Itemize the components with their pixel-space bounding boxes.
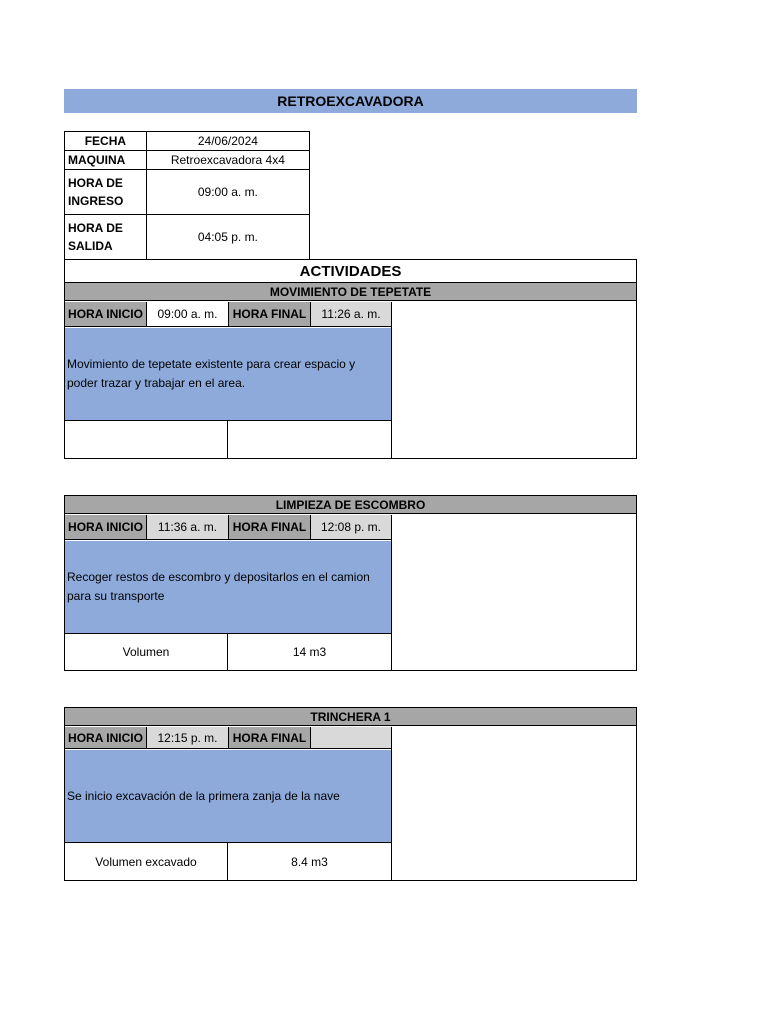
- activity-title: TRINCHERA 1: [65, 708, 636, 726]
- activity-description: Movimiento de tepetate existente para crear espacio y poder trazar y trabajar en el area.: [65, 328, 392, 421]
- footer-value: 8.4 m3: [291, 854, 328, 869]
- maquina-value: Retroexcavadora 4x4: [146, 151, 309, 170]
- activity-description: Recoger restos de escombro y depositarlos en el camion para su transporte: [65, 541, 392, 634]
- activity-footer: [65, 634, 392, 670]
- activity-block-3: [64, 707, 637, 881]
- hora-final-value: 11:26 a. m.: [311, 302, 392, 326]
- hora-final-value: 12:08 p. m.: [311, 515, 392, 539]
- column-divider: [391, 515, 392, 670]
- activity-block-2: [64, 495, 637, 671]
- hora-inicio-label: HORA INICIO: [65, 727, 147, 748]
- hora-inicio-label: HORA INICIO: [65, 302, 147, 326]
- hora-salida-label-line2: SALIDA: [68, 239, 113, 253]
- hora-ingreso-label-line1: HORA DE: [68, 176, 123, 190]
- hora-final-value: [311, 727, 392, 748]
- hora-salida-value: 04:05 p. m.: [146, 215, 309, 260]
- footer-label: Volumen: [65, 634, 228, 670]
- maquina-label: MAQUINA: [65, 151, 147, 170]
- hora-inicio-label: HORA INICIO: [65, 515, 147, 539]
- hora-salida-label: [65, 215, 147, 260]
- footer-value: 14 m3: [292, 645, 327, 659]
- activity-time-row: [65, 515, 392, 540]
- fecha-label: FECHA: [65, 132, 147, 151]
- machine-info-table: [64, 131, 310, 260]
- hora-final-label: HORA FINAL: [229, 515, 311, 539]
- footer-label: [65, 421, 228, 458]
- activity-block-1: [64, 259, 637, 459]
- hora-inicio-value: 11:36 a. m.: [147, 515, 229, 539]
- column-divider: [391, 727, 392, 880]
- footer-label: Volumen excavado: [65, 843, 228, 880]
- activity-footer: [65, 843, 392, 880]
- activity-time-row: [65, 727, 392, 749]
- activity-title: LIMPIEZA DE ESCOMBRO: [65, 496, 636, 514]
- activity-description: Se inicio excavación de la primera zanja de la nave: [65, 750, 392, 843]
- fecha-value: 24/06/2024: [146, 132, 309, 151]
- actividades-heading: ACTIVIDADES: [65, 260, 636, 283]
- hora-final-label: HORA FINAL: [229, 302, 311, 326]
- activity-time-row: [65, 302, 392, 327]
- hora-ingreso-label-line2: INGRESO: [68, 194, 124, 208]
- activity-footer: [65, 421, 392, 458]
- footer-value: [228, 421, 391, 458]
- hora-inicio-value: 12:15 p. m.: [147, 727, 229, 748]
- hora-final-label: HORA FINAL: [229, 727, 311, 748]
- hora-ingreso-label: [65, 170, 147, 215]
- hora-inicio-value: 09:00 a. m.: [147, 302, 229, 326]
- page-title: RETROEXCAVADORA: [64, 89, 637, 113]
- activity-title: MOVIMIENTO DE TEPETATE: [65, 283, 636, 301]
- column-divider: [391, 302, 392, 458]
- hora-salida-label-line1: HORA DE: [68, 221, 123, 235]
- hora-ingreso-value: 09:00 a. m.: [146, 170, 309, 215]
